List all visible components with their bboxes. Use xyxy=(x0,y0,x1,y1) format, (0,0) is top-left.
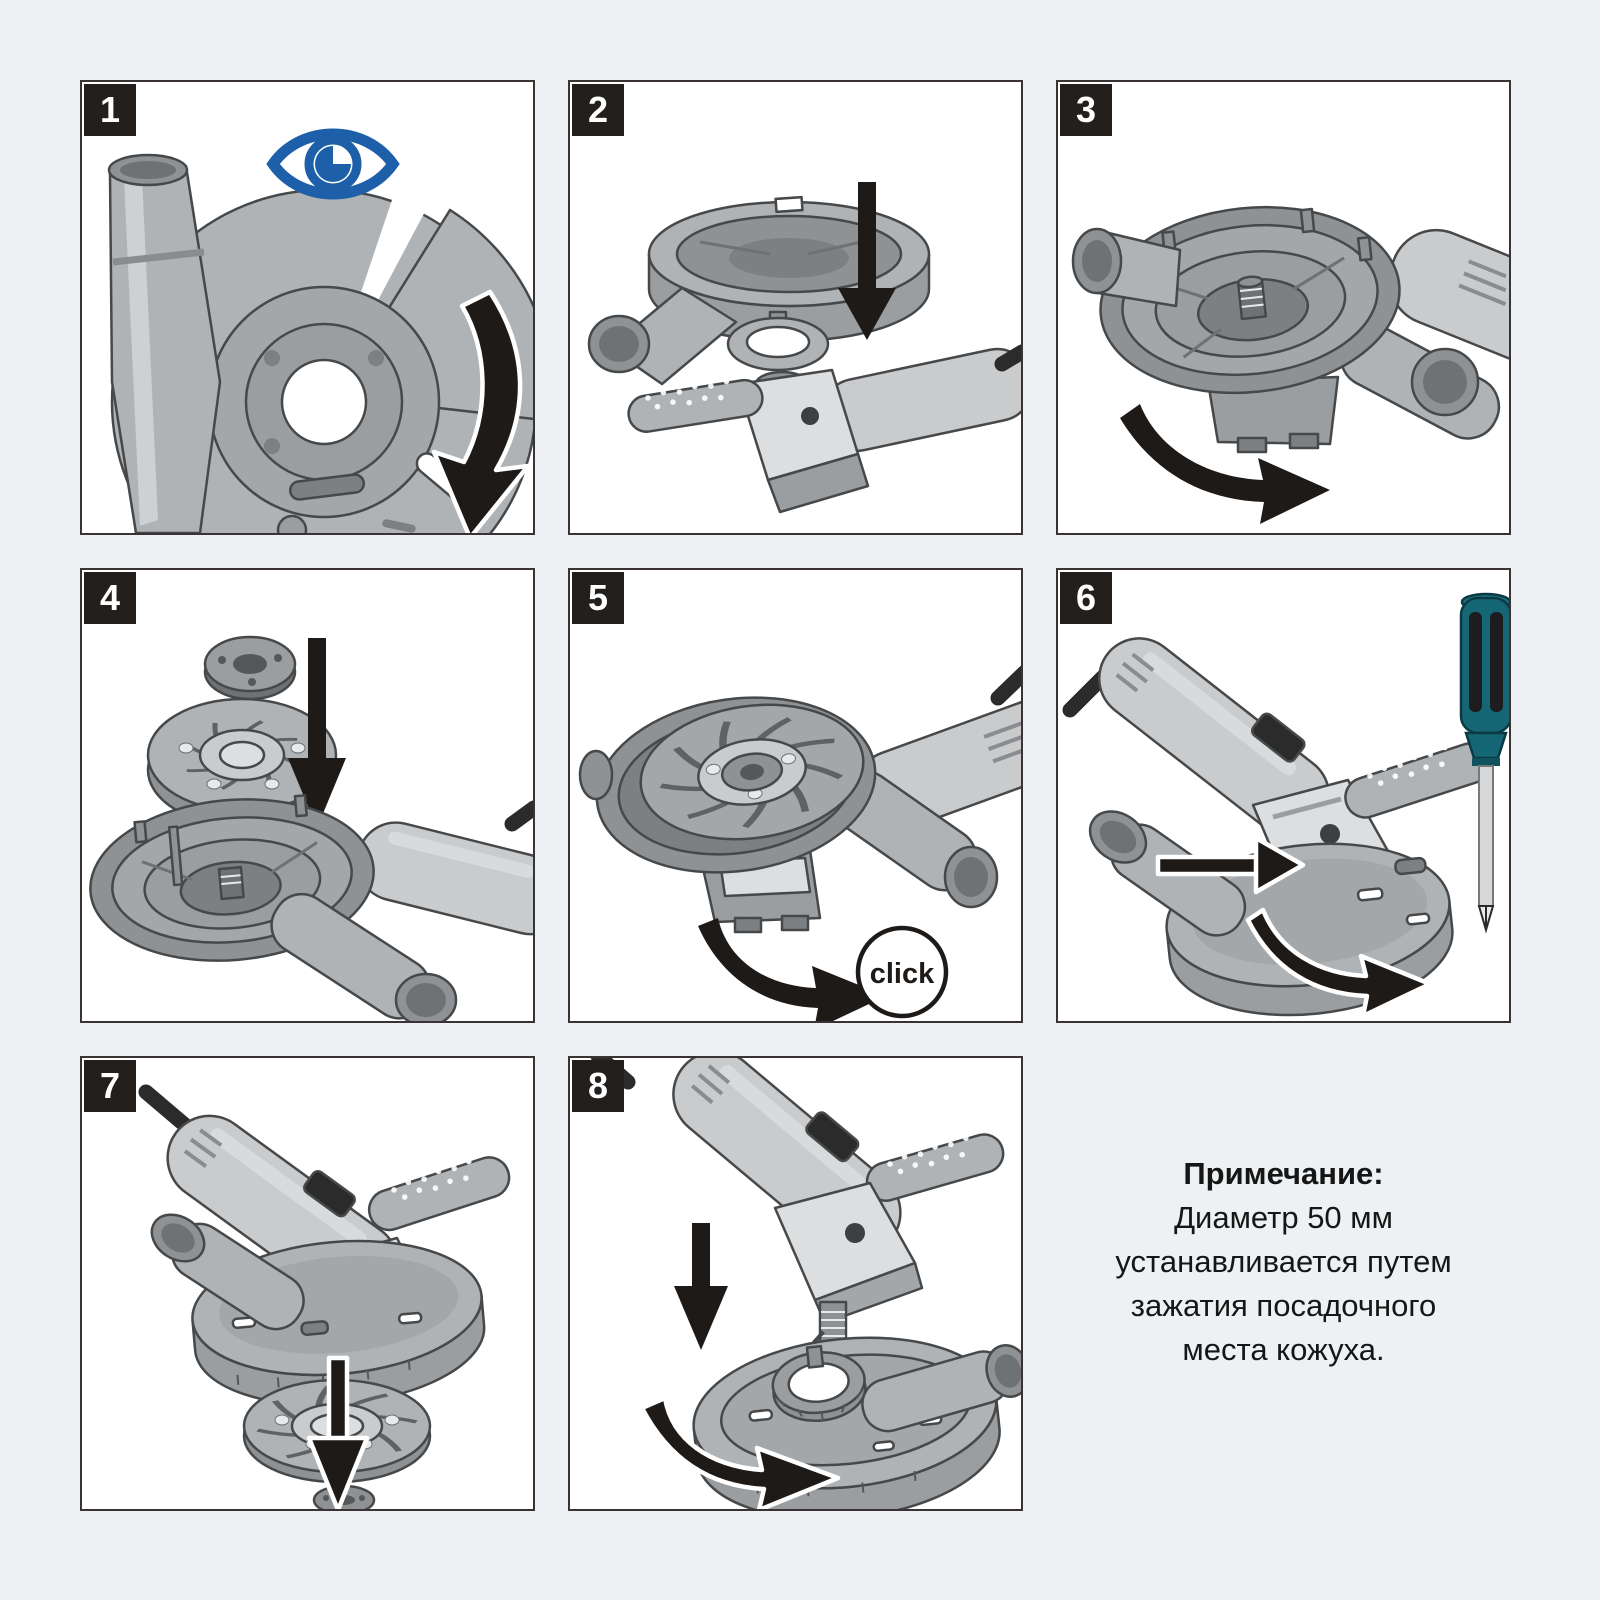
step-number-badge xyxy=(84,84,136,136)
step-panel-2 xyxy=(568,80,1023,535)
step-number: 8 xyxy=(587,1065,609,1106)
spindle-lock-button xyxy=(1320,824,1340,844)
spindle-thread xyxy=(219,867,244,899)
step-number-badge xyxy=(84,1060,136,1112)
note-line: устанавливается путем xyxy=(1115,1244,1452,1279)
step-number: 3 xyxy=(1075,89,1097,130)
step-panel-6 xyxy=(1056,568,1511,1023)
power-cord xyxy=(1002,352,1021,364)
dust-port-stub xyxy=(580,751,612,799)
step-number: 4 xyxy=(99,577,121,618)
power-cord xyxy=(146,1092,186,1126)
center-hole xyxy=(220,742,264,768)
step-number-badge xyxy=(84,572,136,624)
step-number-badge xyxy=(1060,572,1112,624)
click-label: click xyxy=(869,958,935,990)
click-badge xyxy=(858,928,946,1016)
step-4-illustration xyxy=(82,570,533,1021)
note-title: Примечание: xyxy=(1183,1156,1384,1191)
clamp-latch xyxy=(301,1321,328,1335)
spindle-thread xyxy=(1238,276,1266,319)
power-cord xyxy=(998,672,1021,698)
spindle-hole xyxy=(282,360,366,444)
flange-nut xyxy=(205,637,295,699)
step-panel-3 xyxy=(1056,80,1511,535)
step-number: 1 xyxy=(99,89,121,130)
mount-notch xyxy=(776,197,803,212)
eye-icon xyxy=(273,134,393,194)
step-2-illustration xyxy=(570,82,1021,533)
note-line: Диаметр 50 мм xyxy=(1174,1200,1393,1235)
step-3-illustration xyxy=(1058,82,1509,533)
step-7-illustration xyxy=(82,1058,533,1509)
side-handle xyxy=(364,1152,514,1235)
power-cord xyxy=(512,808,533,824)
step-5-illustration xyxy=(570,570,1021,1021)
step-number-badge xyxy=(572,1060,624,1112)
step-number: 7 xyxy=(99,1065,121,1106)
step-panel-7 xyxy=(80,1056,535,1511)
note-line: места кожуха. xyxy=(1182,1332,1385,1367)
grinder-body xyxy=(349,815,533,943)
step-number-badge xyxy=(572,84,624,136)
note-line: зажатия посадочного xyxy=(1130,1288,1437,1323)
note-block xyxy=(1056,1152,1511,1372)
step-number: 5 xyxy=(587,577,609,618)
down-arrow-icon xyxy=(674,1223,728,1350)
step-6-illustration xyxy=(1058,570,1509,1021)
step-panel-4 xyxy=(80,568,535,1023)
step-number: 2 xyxy=(587,89,609,130)
angle-grinder xyxy=(626,342,1021,512)
step-panel-5 xyxy=(568,568,1023,1023)
step-1-illustration xyxy=(82,82,533,533)
step-number-badge xyxy=(1060,84,1112,136)
step-8-illustration xyxy=(570,1058,1021,1509)
clamp-latch xyxy=(807,1346,823,1367)
step-panel-1 xyxy=(80,80,535,535)
side-handle xyxy=(863,1130,1008,1205)
spindle-lock-button xyxy=(845,1223,865,1243)
step-number: 6 xyxy=(1075,577,1097,618)
angle-grinder xyxy=(349,808,533,942)
step-number-badge xyxy=(572,572,624,624)
step-panel-8 xyxy=(568,1056,1023,1511)
side-handle xyxy=(626,378,765,435)
screwdriver-shaft xyxy=(1479,766,1493,906)
